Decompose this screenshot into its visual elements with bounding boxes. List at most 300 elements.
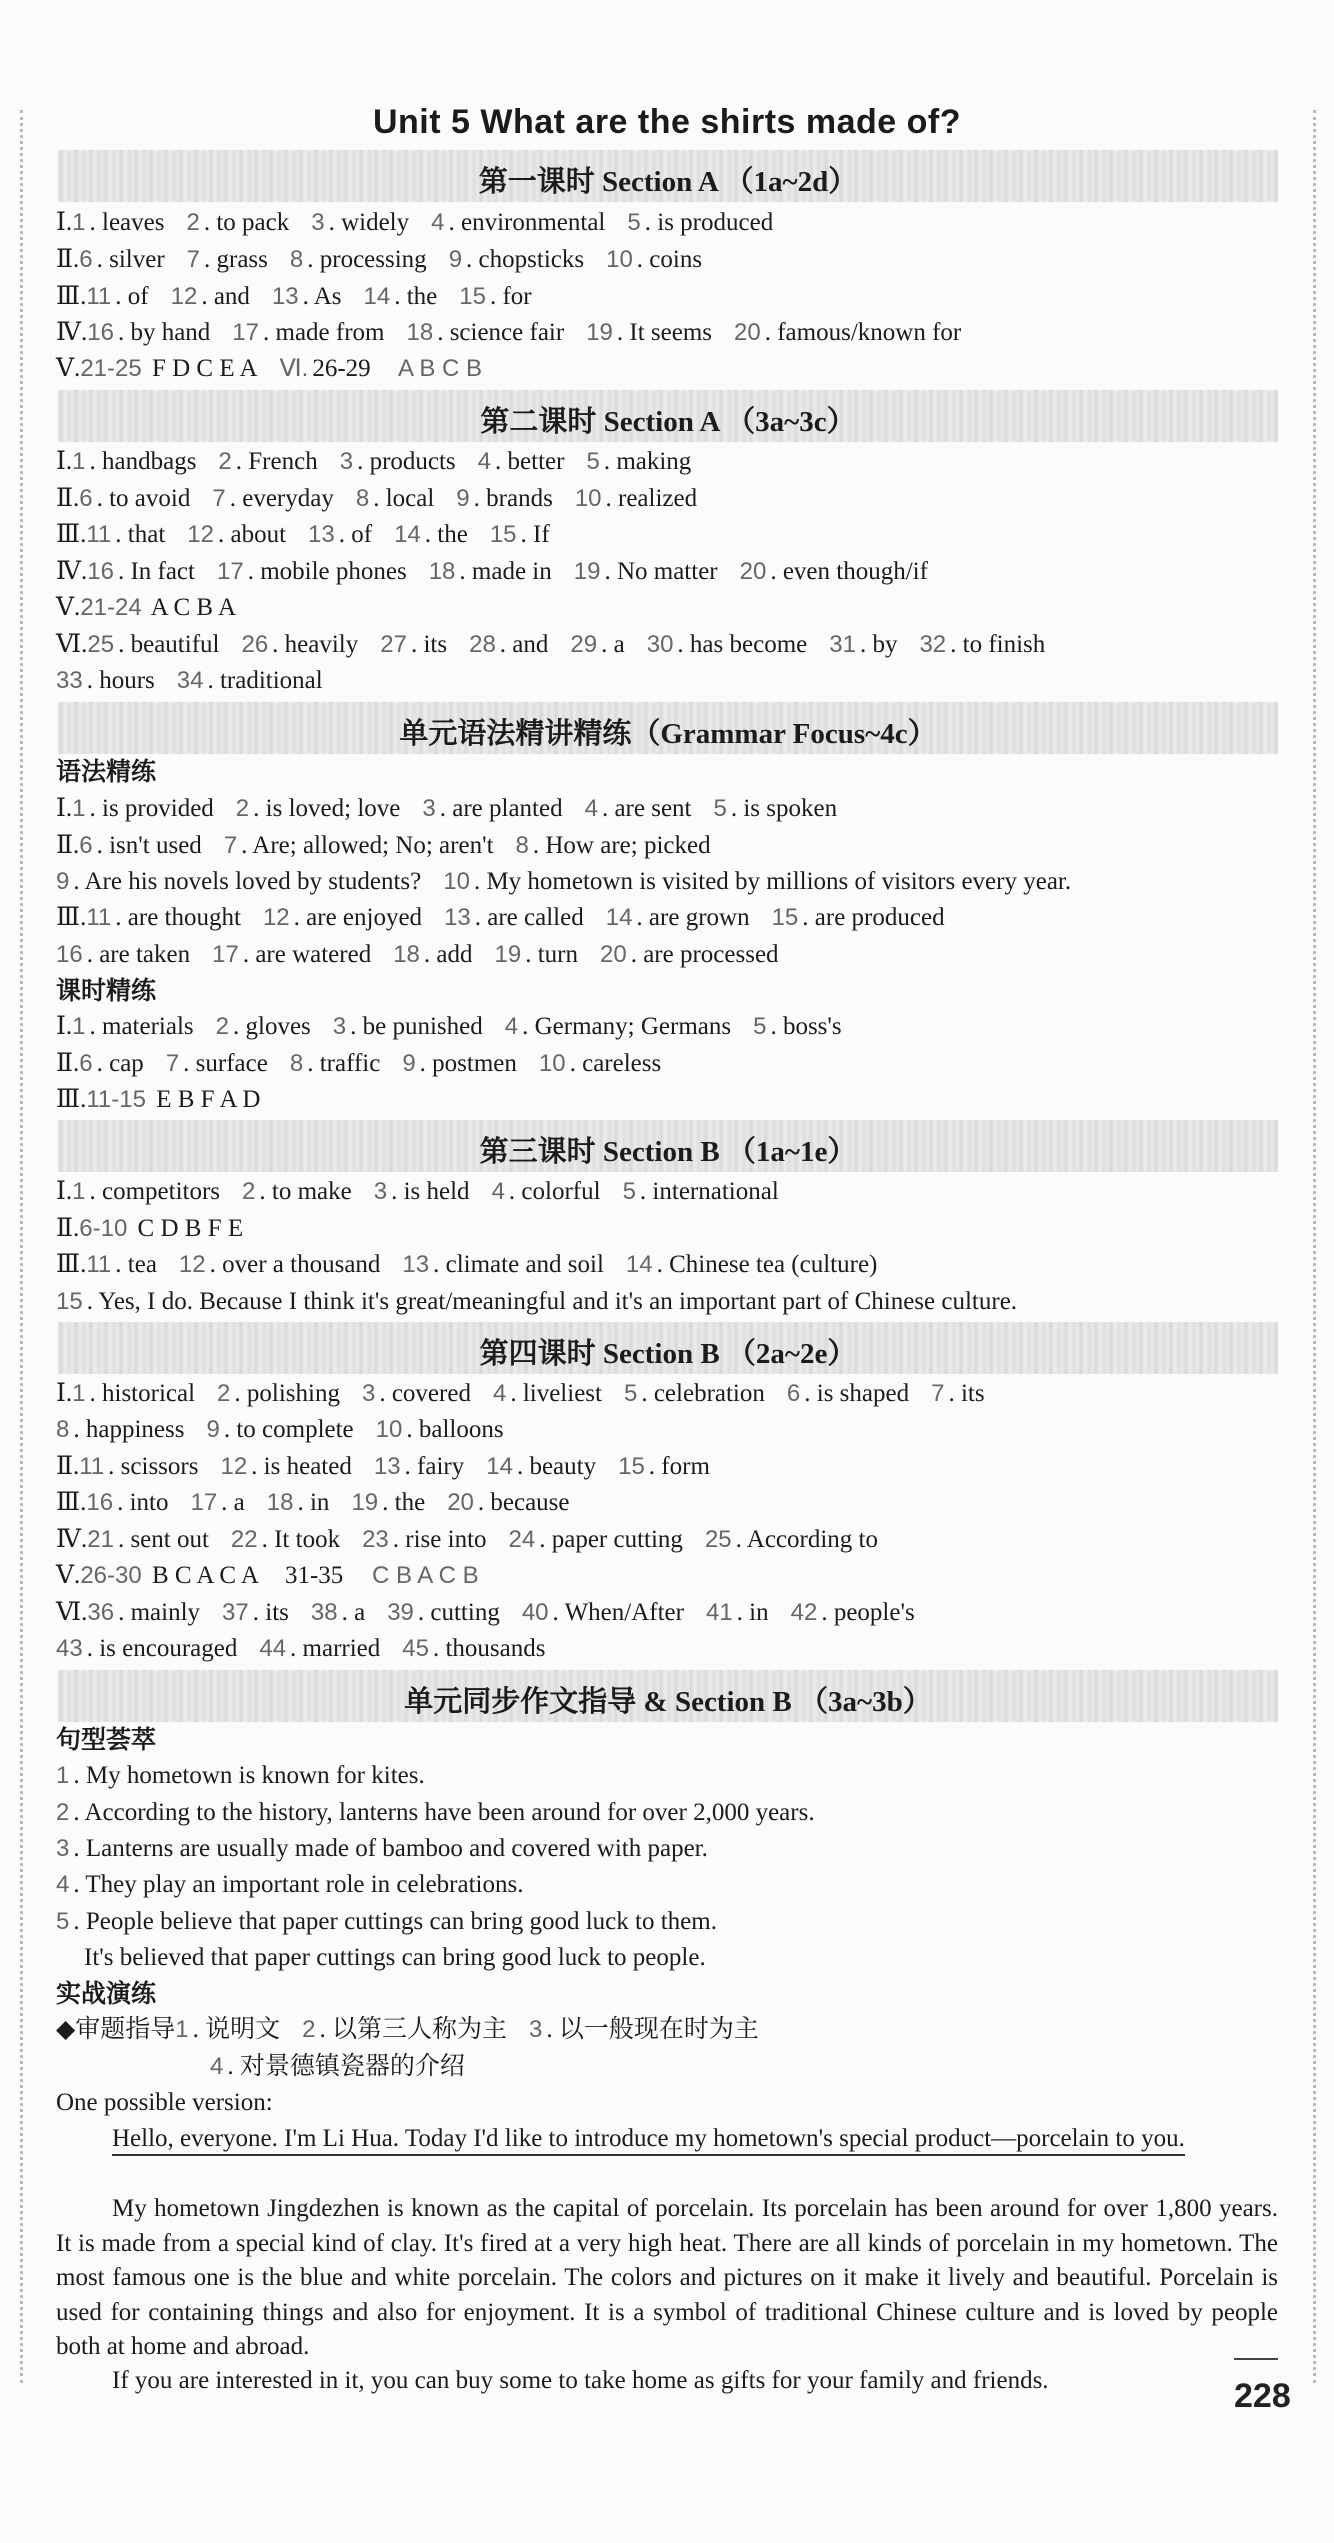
answer-text: . rise into xyxy=(392,1526,487,1553)
answer-text: . are thought xyxy=(115,904,241,931)
roman-label: Ⅰ. xyxy=(56,795,73,822)
answer-text: . environmental xyxy=(448,209,606,236)
item-number: 20 xyxy=(447,1489,474,1516)
answer-text: . making xyxy=(603,448,692,475)
essay-paragraph-2: My hometown Jingdezhen is known as the capital of porcelain. Its porcelain has been around for over 1,800 years. It is made from a special kind of clay. It's fired at a very high heat. There are all kinds of porcelain in my hometown. The most famous one is the blue and white porcelain. The colors and pictures on it make it lively and beautiful. Porcelain is used for containing things and also for enjoyment. It is a symbol of traditional Chinese culture and is loved by people both at home and abroad. xyxy=(56,2195,1278,2360)
item-number: 4 xyxy=(431,209,445,236)
section-band-5 xyxy=(58,1322,1278,1374)
section-band-3 xyxy=(58,702,1278,754)
item-number: 19 xyxy=(351,1489,379,1516)
item-number: 3 xyxy=(56,1835,70,1862)
item-number: 3 xyxy=(361,1380,376,1407)
item-number: 3 xyxy=(528,2016,543,2043)
roman-label: Ⅰ. xyxy=(56,1380,73,1407)
answer-text: . If xyxy=(520,521,550,548)
item-number: 3 xyxy=(373,1178,388,1205)
item-number: 36 xyxy=(87,1599,115,1626)
item-number: 8 xyxy=(289,246,304,273)
roman-label: Ⅱ. xyxy=(56,1050,80,1077)
answer-text: . surface xyxy=(183,1050,268,1077)
item-number: 26-30 xyxy=(80,1562,142,1589)
answer-text: . even though/if xyxy=(770,558,928,585)
answer-text: . 以第三人称为主 xyxy=(319,2016,507,2043)
answer-text: . Are his novels loved by students? xyxy=(73,868,422,895)
answer-text: . 对景德镇瓷器的介绍 xyxy=(227,2053,465,2080)
item-number: 6 xyxy=(79,1050,93,1077)
answer-text: . postmen xyxy=(419,1050,517,1077)
item-number: 2 xyxy=(218,448,232,475)
essay-intro: One possible version: xyxy=(56,2089,273,2116)
item-number: 5 xyxy=(753,1013,767,1040)
item-number: 18 xyxy=(428,558,456,585)
roman-label: Ⅴ. xyxy=(56,594,81,621)
answer-text: . are sent xyxy=(601,795,692,822)
roman-label: Ⅴ. xyxy=(56,355,81,382)
answer-text: A C B A xyxy=(145,594,237,621)
item-number: 12 xyxy=(178,1251,206,1278)
answer-line xyxy=(56,206,773,240)
answer-line xyxy=(56,1559,483,1593)
answer-text: . colorful xyxy=(508,1178,601,1205)
answer-text: . traffic xyxy=(307,1050,381,1077)
answer-text: . add xyxy=(423,941,473,968)
item-number: 4 xyxy=(210,2053,224,2080)
answer-line xyxy=(56,1632,545,1666)
answer-text: . No matter xyxy=(604,558,718,585)
answer-text: . gloves xyxy=(233,1013,311,1040)
item-number: 29 xyxy=(570,631,598,658)
answer-text: . My hometown is known for kites. xyxy=(73,1762,425,1789)
item-number: 10 xyxy=(443,868,470,895)
item-number: 21 xyxy=(87,1526,114,1553)
answer-text: . to complete xyxy=(223,1416,354,1443)
roman-label: Ⅱ. xyxy=(56,832,80,859)
page-number: 228 xyxy=(1234,2338,1334,2416)
answer-line xyxy=(80,1941,706,1975)
answer-text: . is produced xyxy=(644,209,774,236)
answer-line xyxy=(56,1486,570,1520)
item-number: 14 xyxy=(486,1453,513,1480)
item-number: 11 xyxy=(86,283,112,310)
answer-line xyxy=(56,1759,425,1793)
item-number: 26 xyxy=(241,631,269,658)
answer-line xyxy=(56,1450,710,1484)
answer-text: . married xyxy=(290,1635,381,1662)
answer-text: . made from xyxy=(263,319,385,346)
answer-line xyxy=(56,938,779,972)
roman-label: Ⅰ. xyxy=(56,448,73,475)
item-number: 6 xyxy=(79,832,93,859)
answer-text: . is spoken xyxy=(730,795,838,822)
answer-text: . heavily xyxy=(272,631,359,658)
roman-label: Ⅰ. xyxy=(56,209,73,236)
item-number: 14 xyxy=(605,904,633,931)
item-number: 5 xyxy=(56,1908,70,1935)
item-number: 2 xyxy=(302,2016,316,2043)
answer-text: . happiness xyxy=(73,1416,185,1443)
answer-text: . fairy xyxy=(404,1453,465,1480)
item-number: 44 xyxy=(259,1635,287,1662)
section-heading: 第二课时 Section A （3a~3c） xyxy=(480,406,856,438)
answer-text: . It took xyxy=(261,1526,341,1553)
answer-text: . brands xyxy=(473,485,553,512)
answer-text: . are called xyxy=(474,904,584,931)
answer-text: . form xyxy=(648,1453,710,1480)
answer-text: . turn xyxy=(525,941,578,968)
roman-label: Ⅱ. xyxy=(56,1215,80,1242)
answer-text: . French xyxy=(235,448,318,475)
item-number: 4 xyxy=(477,448,492,475)
answer-text: . to make xyxy=(259,1178,352,1205)
answer-line xyxy=(56,792,837,826)
item-number: 2 xyxy=(186,209,200,236)
answer-text: . are grown xyxy=(636,904,750,931)
answer-text: . everyday xyxy=(229,485,334,512)
item-number: 14 xyxy=(625,1251,653,1278)
subheading-grammar: 语法精练 xyxy=(56,758,157,786)
answer-text: . chopsticks xyxy=(466,246,585,273)
item-number: 6-10 xyxy=(79,1215,128,1242)
item-number: 8 xyxy=(56,1416,70,1443)
answer-text: . Germany; Germans xyxy=(522,1013,732,1040)
item-number: 10 xyxy=(574,485,602,512)
answer-text: . boss's xyxy=(770,1013,842,1040)
answer-line xyxy=(210,2050,465,2084)
answer-line xyxy=(56,518,550,552)
item-number: 37 xyxy=(222,1599,249,1626)
answer-text: . a xyxy=(221,1489,245,1516)
answer-text: . be punished xyxy=(350,1013,483,1040)
answer-text: 31-35 xyxy=(284,1562,344,1589)
item-number: 30 xyxy=(646,631,674,658)
answer-text: It's believed that paper cuttings can bring good luck to people. xyxy=(84,1944,706,1971)
item-number: 17 xyxy=(190,1489,218,1516)
item-number: 1 xyxy=(56,1762,70,1789)
answer-text: . 说明文 xyxy=(192,2016,281,2043)
answer-text: . polishing xyxy=(234,1380,340,1407)
answer-text: . people's xyxy=(821,1599,915,1626)
item-number: 20 xyxy=(734,319,761,346)
item-number: 5 xyxy=(622,1178,636,1205)
item-number: C B A C B xyxy=(365,1562,479,1589)
roman-label: Ⅲ. xyxy=(56,521,87,548)
answer-text: . in xyxy=(297,1489,330,1516)
roman-label: Ⅰ. xyxy=(56,1178,73,1205)
answer-text: . are produced xyxy=(802,904,945,931)
answer-text: . Lanterns are usually made of bamboo and covered with paper. xyxy=(73,1835,708,1862)
answer-text: . How are; picked xyxy=(532,832,711,859)
answer-text: . balloons xyxy=(406,1416,504,1443)
answer-text: . realized xyxy=(605,485,698,512)
item-number: 12 xyxy=(187,521,214,548)
answer-text: . by xyxy=(859,631,898,658)
item-number: 19 xyxy=(573,558,601,585)
item-number: A B C B xyxy=(392,355,483,382)
item-number: 7 xyxy=(186,246,201,273)
item-number: 21-24 xyxy=(80,594,142,621)
item-number: 28 xyxy=(469,631,496,658)
item-number: 1 xyxy=(72,209,86,236)
answer-line xyxy=(56,1796,815,1830)
answer-text: . is shaped xyxy=(804,1380,910,1407)
item-number: 11 xyxy=(86,904,112,931)
answer-text: . international xyxy=(639,1178,779,1205)
right-dotted-margin xyxy=(1313,110,1316,2383)
item-number: 8 xyxy=(355,485,370,512)
item-number: 16 xyxy=(86,1489,114,1516)
item-number: 4 xyxy=(584,795,598,822)
item-number: 1 xyxy=(72,795,86,822)
answer-text: . the xyxy=(424,521,468,548)
answer-text: . is loved; love xyxy=(253,795,401,822)
roman-label: ◆审题指导 xyxy=(56,2016,176,2043)
item-number: 22 xyxy=(230,1526,258,1553)
answer-text: . cap xyxy=(96,1050,144,1077)
section-heading: 第三课时 Section B （1a~1e） xyxy=(479,1136,857,1168)
item-number: 15 xyxy=(489,521,517,548)
answer-text: . is encouraged xyxy=(86,1635,238,1662)
roman-label: Ⅵ. xyxy=(56,631,88,658)
answer-text: . better xyxy=(495,448,565,475)
section-heading: 单元同步作文指导 & Section B （3a~3b） xyxy=(404,1686,932,1718)
item-number: 16 xyxy=(87,558,114,585)
answer-text: C D B F E xyxy=(131,1215,244,1242)
item-number: 7 xyxy=(223,832,238,859)
subheading-lesson: 课时精练 xyxy=(56,977,157,1005)
answer-text: . about xyxy=(217,521,287,548)
item-number: 4 xyxy=(504,1013,519,1040)
item-number: 16 xyxy=(56,941,83,968)
answer-text: . tea xyxy=(115,1251,157,1278)
item-number: 42 xyxy=(790,1599,818,1626)
answer-text: . mobile phones xyxy=(247,558,407,585)
item-number: 11 xyxy=(86,521,112,548)
item-number: 45 xyxy=(402,1635,429,1662)
answer-text: . because xyxy=(477,1489,570,1516)
item-number: 11 xyxy=(79,1453,105,1480)
answer-line xyxy=(56,243,702,277)
item-number: 4 xyxy=(492,1380,507,1407)
answer-text: . It seems xyxy=(616,319,713,346)
answer-text: . They play an important role in celebrations. xyxy=(73,1871,524,1898)
item-number: 14 xyxy=(363,283,391,310)
roman-label: Ⅲ. xyxy=(56,1251,87,1278)
section-heading: 单元语法精讲精练（Grammar Focus~4c） xyxy=(399,718,937,750)
answer-line xyxy=(56,555,928,589)
item-number: 10 xyxy=(538,1050,566,1077)
answer-text: . liveliest xyxy=(510,1380,602,1407)
answer-text: . and xyxy=(201,283,250,310)
answer-text: E B F A D xyxy=(149,1086,261,1113)
answer-text: . People believe that paper cuttings can bring good luck to them. xyxy=(73,1908,717,1935)
item-number: 5 xyxy=(713,795,727,822)
answer-text: . Chinese tea (culture) xyxy=(656,1251,878,1278)
item-number: 3 xyxy=(311,209,325,236)
answer-text: . competitors xyxy=(89,1178,221,1205)
item-number: 9 xyxy=(448,246,463,273)
answer-line xyxy=(56,1905,717,1939)
item-number: 33 xyxy=(56,667,83,694)
item-number: 7 xyxy=(931,1380,945,1407)
answer-line xyxy=(56,1047,661,1081)
answer-text: . My hometown is visited by millions of visitors every year. xyxy=(473,868,1072,895)
answer-text: . leaves xyxy=(89,209,165,236)
answer-text: . thousands xyxy=(432,1635,546,1662)
item-number: 38 xyxy=(310,1599,338,1626)
roman-label: Ⅳ. xyxy=(56,1526,88,1553)
item-number: 2 xyxy=(217,1380,231,1407)
answer-text: . its xyxy=(948,1380,985,1407)
answer-text: . silver xyxy=(96,246,165,273)
item-number: 2 xyxy=(235,795,250,822)
answer-text: . the xyxy=(382,1489,426,1516)
answer-text: . has become xyxy=(677,631,808,658)
answer-text: . products xyxy=(357,448,456,475)
answer-text: . a xyxy=(601,631,625,658)
answer-text: . hours xyxy=(86,667,155,694)
item-number: 13 xyxy=(402,1251,430,1278)
answer-text: . widely xyxy=(328,209,410,236)
answer-text: . to avoid xyxy=(96,485,191,512)
essay-paragraph-1 xyxy=(56,2122,1278,2157)
roman-label: Ⅴ. xyxy=(56,1562,81,1589)
answer-text: . are processed xyxy=(630,941,779,968)
item-number: 2 xyxy=(242,1178,256,1205)
answer-line xyxy=(56,1596,915,1630)
subheading-practice: 实战演练 xyxy=(56,1980,157,2008)
answer-text: . into xyxy=(117,1489,169,1516)
answer-text: . As xyxy=(302,283,342,310)
section-band-4 xyxy=(58,1120,1278,1172)
item-number: 18 xyxy=(393,941,420,968)
answer-text: . are enjoyed xyxy=(293,904,423,931)
item-number: 21-25 xyxy=(80,355,142,382)
item-number: 24 xyxy=(508,1526,536,1553)
item-number: Ⅵ. xyxy=(279,355,309,382)
item-number: 6 xyxy=(79,485,93,512)
answer-text: . a xyxy=(341,1599,366,1626)
answer-text: . paper cutting xyxy=(539,1526,683,1553)
answer-text: . by hand xyxy=(117,319,211,346)
answer-text: . isn't used xyxy=(96,832,202,859)
item-number: 31 xyxy=(829,631,856,658)
item-number: 5 xyxy=(586,448,600,475)
item-number: 18 xyxy=(266,1489,294,1516)
answer-text: . In fact xyxy=(117,558,195,585)
item-number: 13 xyxy=(308,521,335,548)
item-number: 15 xyxy=(56,1288,83,1315)
answer-text: . to finish xyxy=(950,631,1046,658)
item-number: 3 xyxy=(339,448,354,475)
answer-text: B C A C A xyxy=(145,1562,259,1589)
item-number: 23 xyxy=(362,1526,389,1553)
answer-line xyxy=(56,2013,759,2047)
item-number: 17 xyxy=(216,558,244,585)
item-number: 8 xyxy=(289,1050,304,1077)
answer-text: . processing xyxy=(307,246,427,273)
roman-label: Ⅵ. xyxy=(56,1599,88,1626)
answer-text: . are watered xyxy=(242,941,372,968)
item-number: 1 xyxy=(72,1178,86,1205)
roman-label: Ⅳ. xyxy=(56,558,88,585)
answer-text: . local xyxy=(373,485,435,512)
item-number: 4 xyxy=(491,1178,505,1205)
answer-line xyxy=(56,865,1071,899)
item-number: 10 xyxy=(375,1416,403,1443)
answer-text: . of xyxy=(338,521,373,548)
item-number: 12 xyxy=(262,904,290,931)
answer-text: . that xyxy=(115,521,166,548)
answer-line xyxy=(56,1413,504,1447)
item-number: 9 xyxy=(456,485,470,512)
item-number: 20 xyxy=(600,941,627,968)
item-number: 12 xyxy=(170,283,198,310)
item-number: 16 xyxy=(87,319,114,346)
answer-text: . science fair xyxy=(437,319,565,346)
answer-text: . made in xyxy=(459,558,552,585)
answer-line xyxy=(56,1832,708,1866)
item-number: 11 xyxy=(86,1251,112,1278)
answer-line xyxy=(56,1285,1017,1319)
item-number: 18 xyxy=(406,319,434,346)
answer-text: . its xyxy=(252,1599,289,1626)
answer-line xyxy=(56,1377,985,1411)
answer-line xyxy=(56,591,236,625)
item-number: 14 xyxy=(394,521,421,548)
section-band-2 xyxy=(58,390,1278,442)
item-number: 3 xyxy=(332,1013,347,1040)
item-number: 13 xyxy=(373,1453,401,1480)
answer-text: . careless xyxy=(569,1050,662,1077)
item-number: 13 xyxy=(271,283,299,310)
roman-label: Ⅲ. xyxy=(56,904,87,931)
item-number: 19 xyxy=(586,319,613,346)
answer-text: . are taken xyxy=(86,941,191,968)
item-number: 27 xyxy=(380,631,407,658)
answer-text: . historical xyxy=(89,1380,196,1407)
answer-text: . scissors xyxy=(108,1453,199,1480)
answer-text: . Are; allowed; No; aren't xyxy=(241,832,494,859)
answer-line xyxy=(56,829,711,863)
answer-line xyxy=(56,352,486,386)
item-number: 9 xyxy=(402,1050,416,1077)
answer-line xyxy=(56,1083,260,1117)
answer-text: . Yes, I do. Because I think it's great/meaningful and it's an important part of Chinese culture. xyxy=(86,1288,1018,1315)
item-number: 32 xyxy=(919,631,947,658)
item-number: 10 xyxy=(606,246,633,273)
unit-title: Unit 5 What are the shirts made of? xyxy=(372,103,962,141)
answer-text: . in xyxy=(736,1599,769,1626)
answer-line xyxy=(56,280,532,314)
answer-line xyxy=(56,445,691,479)
item-number: 7 xyxy=(212,485,226,512)
answer-text: . is heated xyxy=(251,1453,352,1480)
answer-text: . are planted xyxy=(439,795,563,822)
answer-text: . famous/known for xyxy=(764,319,962,346)
item-number: 5 xyxy=(623,1380,638,1407)
item-number: 25 xyxy=(87,631,115,658)
answer-text: . 以一般现在时为主 xyxy=(546,2016,759,2043)
item-number: 6 xyxy=(79,246,93,273)
answer-text: . traditional xyxy=(207,667,323,694)
answer-text: . sent out xyxy=(117,1526,209,1553)
item-number: 17 xyxy=(212,941,239,968)
item-number: 8 xyxy=(515,832,529,859)
item-number: 17 xyxy=(232,319,259,346)
item-number: 20 xyxy=(739,558,767,585)
roman-label: Ⅲ. xyxy=(56,1086,87,1113)
answer-text: . the xyxy=(394,283,438,310)
